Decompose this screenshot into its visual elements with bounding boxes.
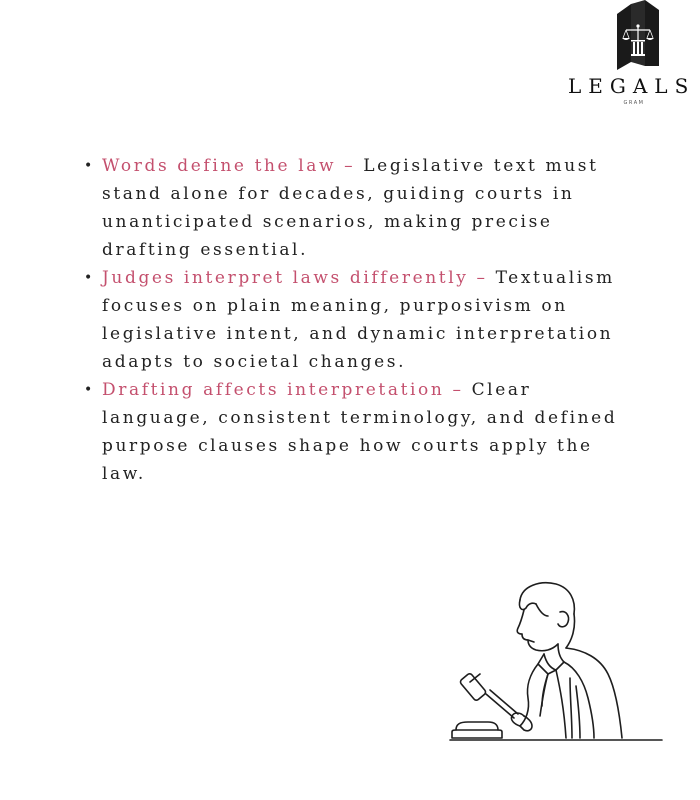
bullet-icon: •	[84, 270, 93, 286]
list-item	[80, 376, 640, 488]
key-points	[80, 152, 640, 488]
courthouse-scales-icon	[615, 0, 661, 70]
list-item	[80, 152, 640, 264]
list-item	[80, 264, 640, 376]
judge-with-gavel-icon	[448, 578, 664, 746]
point-heading: Judges interpret laws differently –	[102, 268, 496, 288]
point-heading: Words define the law –	[102, 156, 364, 176]
point-body: Clear language, consistent terminology, and defined purpose clauses shape how courts apply the law.	[102, 380, 618, 484]
bullet-icon: •	[84, 382, 93, 398]
point-body: Legislative text must stand alone for decades, guiding courts in unanticipated scenarios, making precise drafting essential.	[102, 156, 599, 260]
brand-logo	[570, 0, 700, 112]
point-body: Textualism focuses on plain meaning, purposivism on legislative intent, and dynamic interpretation adapts to societal changes.	[102, 268, 615, 372]
brand-name: LEGALS	[568, 74, 696, 98]
key-points-list	[80, 152, 640, 488]
bullet-icon: •	[84, 158, 93, 174]
point-heading: Drafting affects interpretation –	[102, 380, 472, 400]
brand-tagline: GRAM	[623, 100, 645, 106]
